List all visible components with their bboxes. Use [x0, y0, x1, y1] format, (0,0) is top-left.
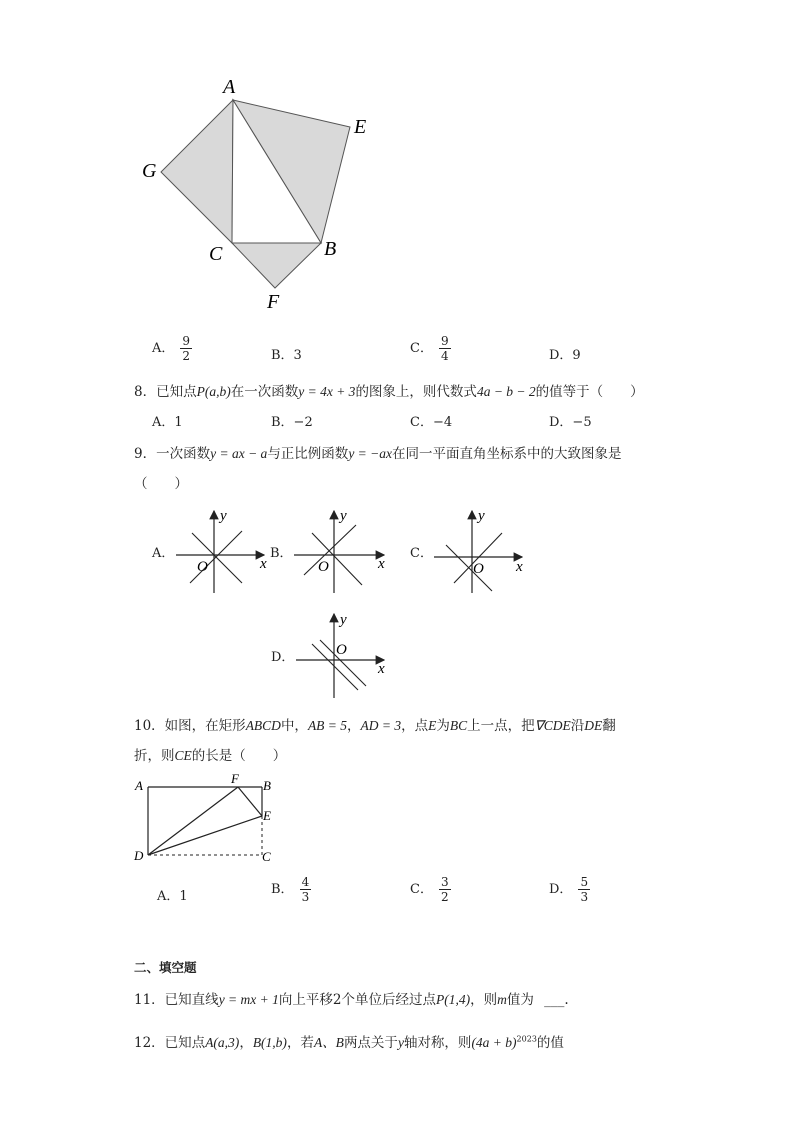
label-C: C — [262, 849, 271, 864]
square-on-ac — [161, 100, 233, 243]
q10-option-d-fraction: $\frac{5}{3}$ — [580, 875, 589, 904]
q9-option-c-label[interactable]: C． — [410, 546, 433, 561]
q7-option-a[interactable] — [152, 334, 192, 363]
axis-x-label: x — [378, 556, 385, 572]
q10-option-b-label: B． — [271, 882, 294, 897]
q7-option-a-label: A． — [152, 341, 175, 356]
label-B: B — [263, 778, 271, 793]
q10-option-c-fraction: $\frac{3}{2}$ — [440, 875, 449, 904]
q10-option-c-label: C． — [410, 882, 433, 897]
axis-y-label: y — [340, 612, 347, 628]
segment-de — [148, 816, 262, 855]
section-heading-fill-in: 二、填空题 — [134, 960, 197, 975]
q10-option-a-label: A．1 — [157, 889, 188, 904]
label-F: F — [267, 291, 280, 313]
line-1 — [312, 644, 358, 690]
segment-df — [148, 787, 238, 855]
q7-option-c-label: C． — [410, 341, 433, 356]
q9-graph-b[interactable] — [290, 505, 400, 600]
label-A: A — [223, 76, 236, 98]
q10-option-a[interactable] — [157, 885, 188, 904]
q7-figure — [130, 70, 380, 320]
q12-stem: 12．已知点A(a,3)，B(1,b)，若A、B两点关于y轴对称，则$(4a + b)^{2023}$的值 — [134, 1034, 564, 1051]
q8-option-d[interactable]: D．−5 — [549, 415, 592, 430]
q10-option-c[interactable] — [410, 875, 451, 904]
line-1 — [192, 533, 242, 583]
q10-stem-line1: 10．如图，在矩形ABCD中，AB = 5，AD = 3，点E为BC上一点，把∇CDE沿DE翻 — [134, 718, 616, 734]
q10-figure — [130, 770, 290, 870]
q9-option-d-label[interactable]: D． — [271, 650, 295, 665]
label-D: D — [134, 848, 144, 863]
q9-option-a-label[interactable]: A． — [152, 546, 175, 561]
q9-option-b-label[interactable]: B． — [270, 546, 293, 561]
q10-option-d-label: D． — [549, 882, 573, 897]
q7-option-b[interactable] — [271, 344, 302, 363]
q9-paren: （ ） — [134, 476, 188, 492]
q7-option-c[interactable] — [410, 334, 451, 363]
q11-stem: 11．已知直线y = mx + 1向上平移2个单位后经过点P(1,4)，则m值为 ___. — [134, 992, 569, 1008]
label-B: B — [324, 238, 337, 260]
q8-stem: 8．已知点P(a,b)在一次函数y = 4x + 3的图象上，则代数式4a − b − 2的值等于（ ） — [134, 384, 644, 400]
q7-option-d[interactable] — [549, 344, 581, 363]
q9-graph-c[interactable] — [428, 505, 538, 600]
label-A: A — [135, 778, 143, 793]
origin-label: O — [336, 642, 347, 658]
label-E: E — [263, 808, 271, 823]
q7-option-a-fraction: $\frac{9}{2}$ — [182, 334, 191, 363]
q8-option-b[interactable]: B．−2 — [271, 415, 313, 430]
origin-label: O — [473, 561, 484, 577]
segment-fe — [238, 787, 262, 816]
q7-option-c-fraction: $\frac{9}{4}$ — [440, 334, 449, 363]
q10-stem-line2: 折，则CE的长是（ ） — [134, 748, 287, 764]
label-E: E — [354, 116, 367, 138]
q10-option-d[interactable] — [549, 875, 590, 904]
q8-option-a[interactable]: A．1 — [152, 415, 183, 430]
origin-label: O — [318, 559, 329, 575]
q8-option-c[interactable]: C．−4 — [410, 415, 453, 430]
axis-y-label: y — [340, 508, 347, 524]
label-G: G — [142, 160, 157, 182]
axis-y-label: y — [220, 508, 227, 524]
q9-graph-d[interactable] — [290, 610, 400, 705]
label-F: F — [231, 771, 239, 786]
axis-x-label: x — [516, 559, 523, 575]
axis-x-label: x — [260, 556, 267, 572]
q10-option-b-fraction: $\frac{4}{3}$ — [301, 875, 310, 904]
square-on-bc — [232, 243, 321, 288]
q11-answer-blank[interactable]: ___ — [544, 992, 565, 1008]
q9-stem: 9．一次函数y = ax − a与正比例函数y = −ax在同一平面直角坐标系中的大致图象是 — [134, 446, 622, 462]
axis-y-label: y — [478, 508, 485, 524]
q9-graph-a[interactable] — [170, 505, 280, 600]
line-2 — [304, 525, 356, 575]
origin-label: O — [197, 559, 208, 575]
q10-option-b[interactable] — [271, 875, 311, 904]
axis-x-label: x — [378, 661, 385, 677]
label-C: C — [209, 243, 223, 265]
q7-option-d-label: D．9 — [549, 348, 581, 363]
q7-option-b-label: B．3 — [271, 348, 302, 363]
